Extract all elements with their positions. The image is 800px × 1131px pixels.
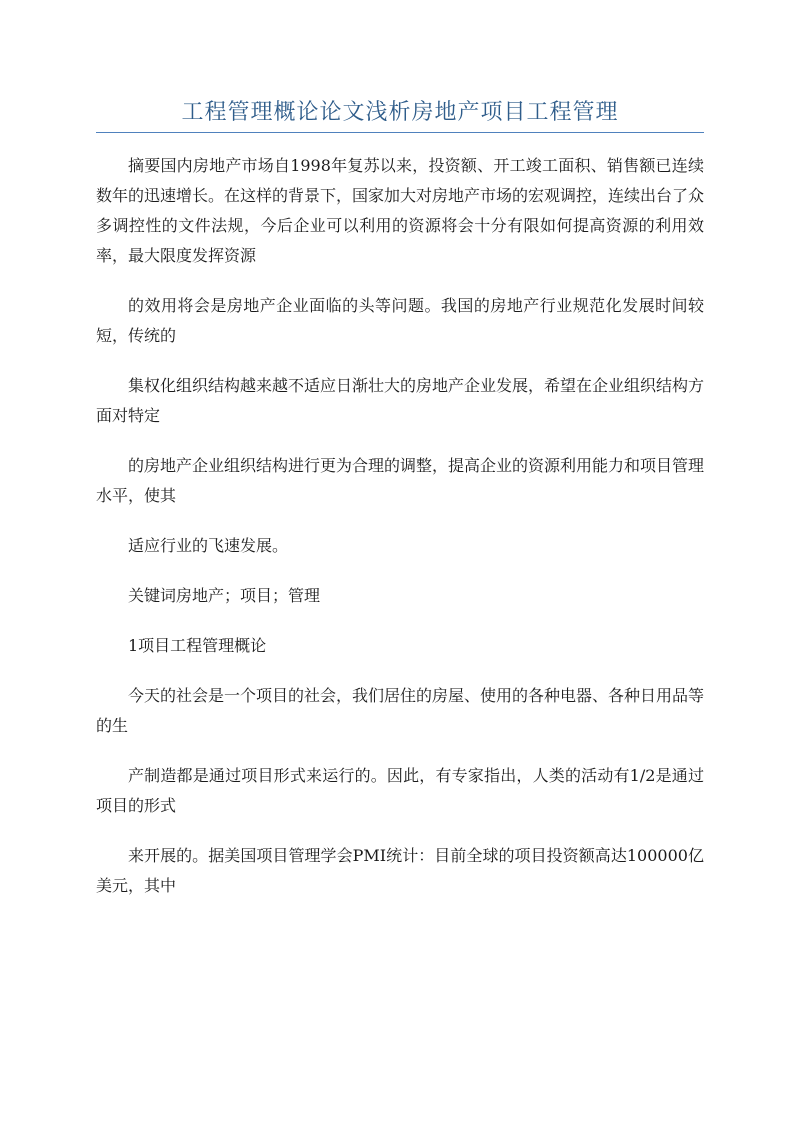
body-paragraph: 的房地产企业组织结构进行更为合理的调整，提高企业的资源利用能力和项目管理水平，使其	[96, 456, 705, 505]
abstract-paragraph: 摘要国内房地产市场自1998年复苏以来，投资额、开工竣工面积、销售额已连续数年的迅速增长。在这样的背景下，国家加大对房地产市场的宏观调控，连续出台了众多调控性的文件法规，今后企业可以利用的资源将会十分有限如何提高资源的利用效率，最大限度发挥资源	[96, 156, 705, 265]
document-body	[96, 151, 704, 921]
body-paragraph: 产制造都是通过项目形式来运行的。因此，有专家指出，人类的活动有1/2是通过项目的形式	[96, 766, 704, 815]
title-underline	[96, 132, 704, 133]
document-title: 工程管理概论论文浅析房地产项目工程管理	[181, 100, 619, 125]
body-paragraph: 今天的社会是一个项目的社会，我们居住的房屋、使用的各种电器、各种日用品等的生	[96, 686, 705, 735]
body-paragraph: 适应行业的飞速发展。	[128, 536, 289, 555]
section-heading: 1项目工程管理概论	[128, 636, 267, 655]
body-paragraph: 集权化组织结构越来越不适应日渐壮大的房地产企业发展，希望在企业组织结构方面对特定	[96, 376, 705, 425]
body-paragraph: 来开展的。据美国项目管理学会PMI统计：目前全球的项目投资额高达100000亿美元，其中	[96, 846, 704, 895]
keywords-line: 关键词房地产；项目；管理	[128, 586, 321, 605]
body-paragraph: 的效用将会是房地产企业面临的头等问题。我国的房地产行业规范化发展时间较短，传统的	[96, 296, 704, 345]
